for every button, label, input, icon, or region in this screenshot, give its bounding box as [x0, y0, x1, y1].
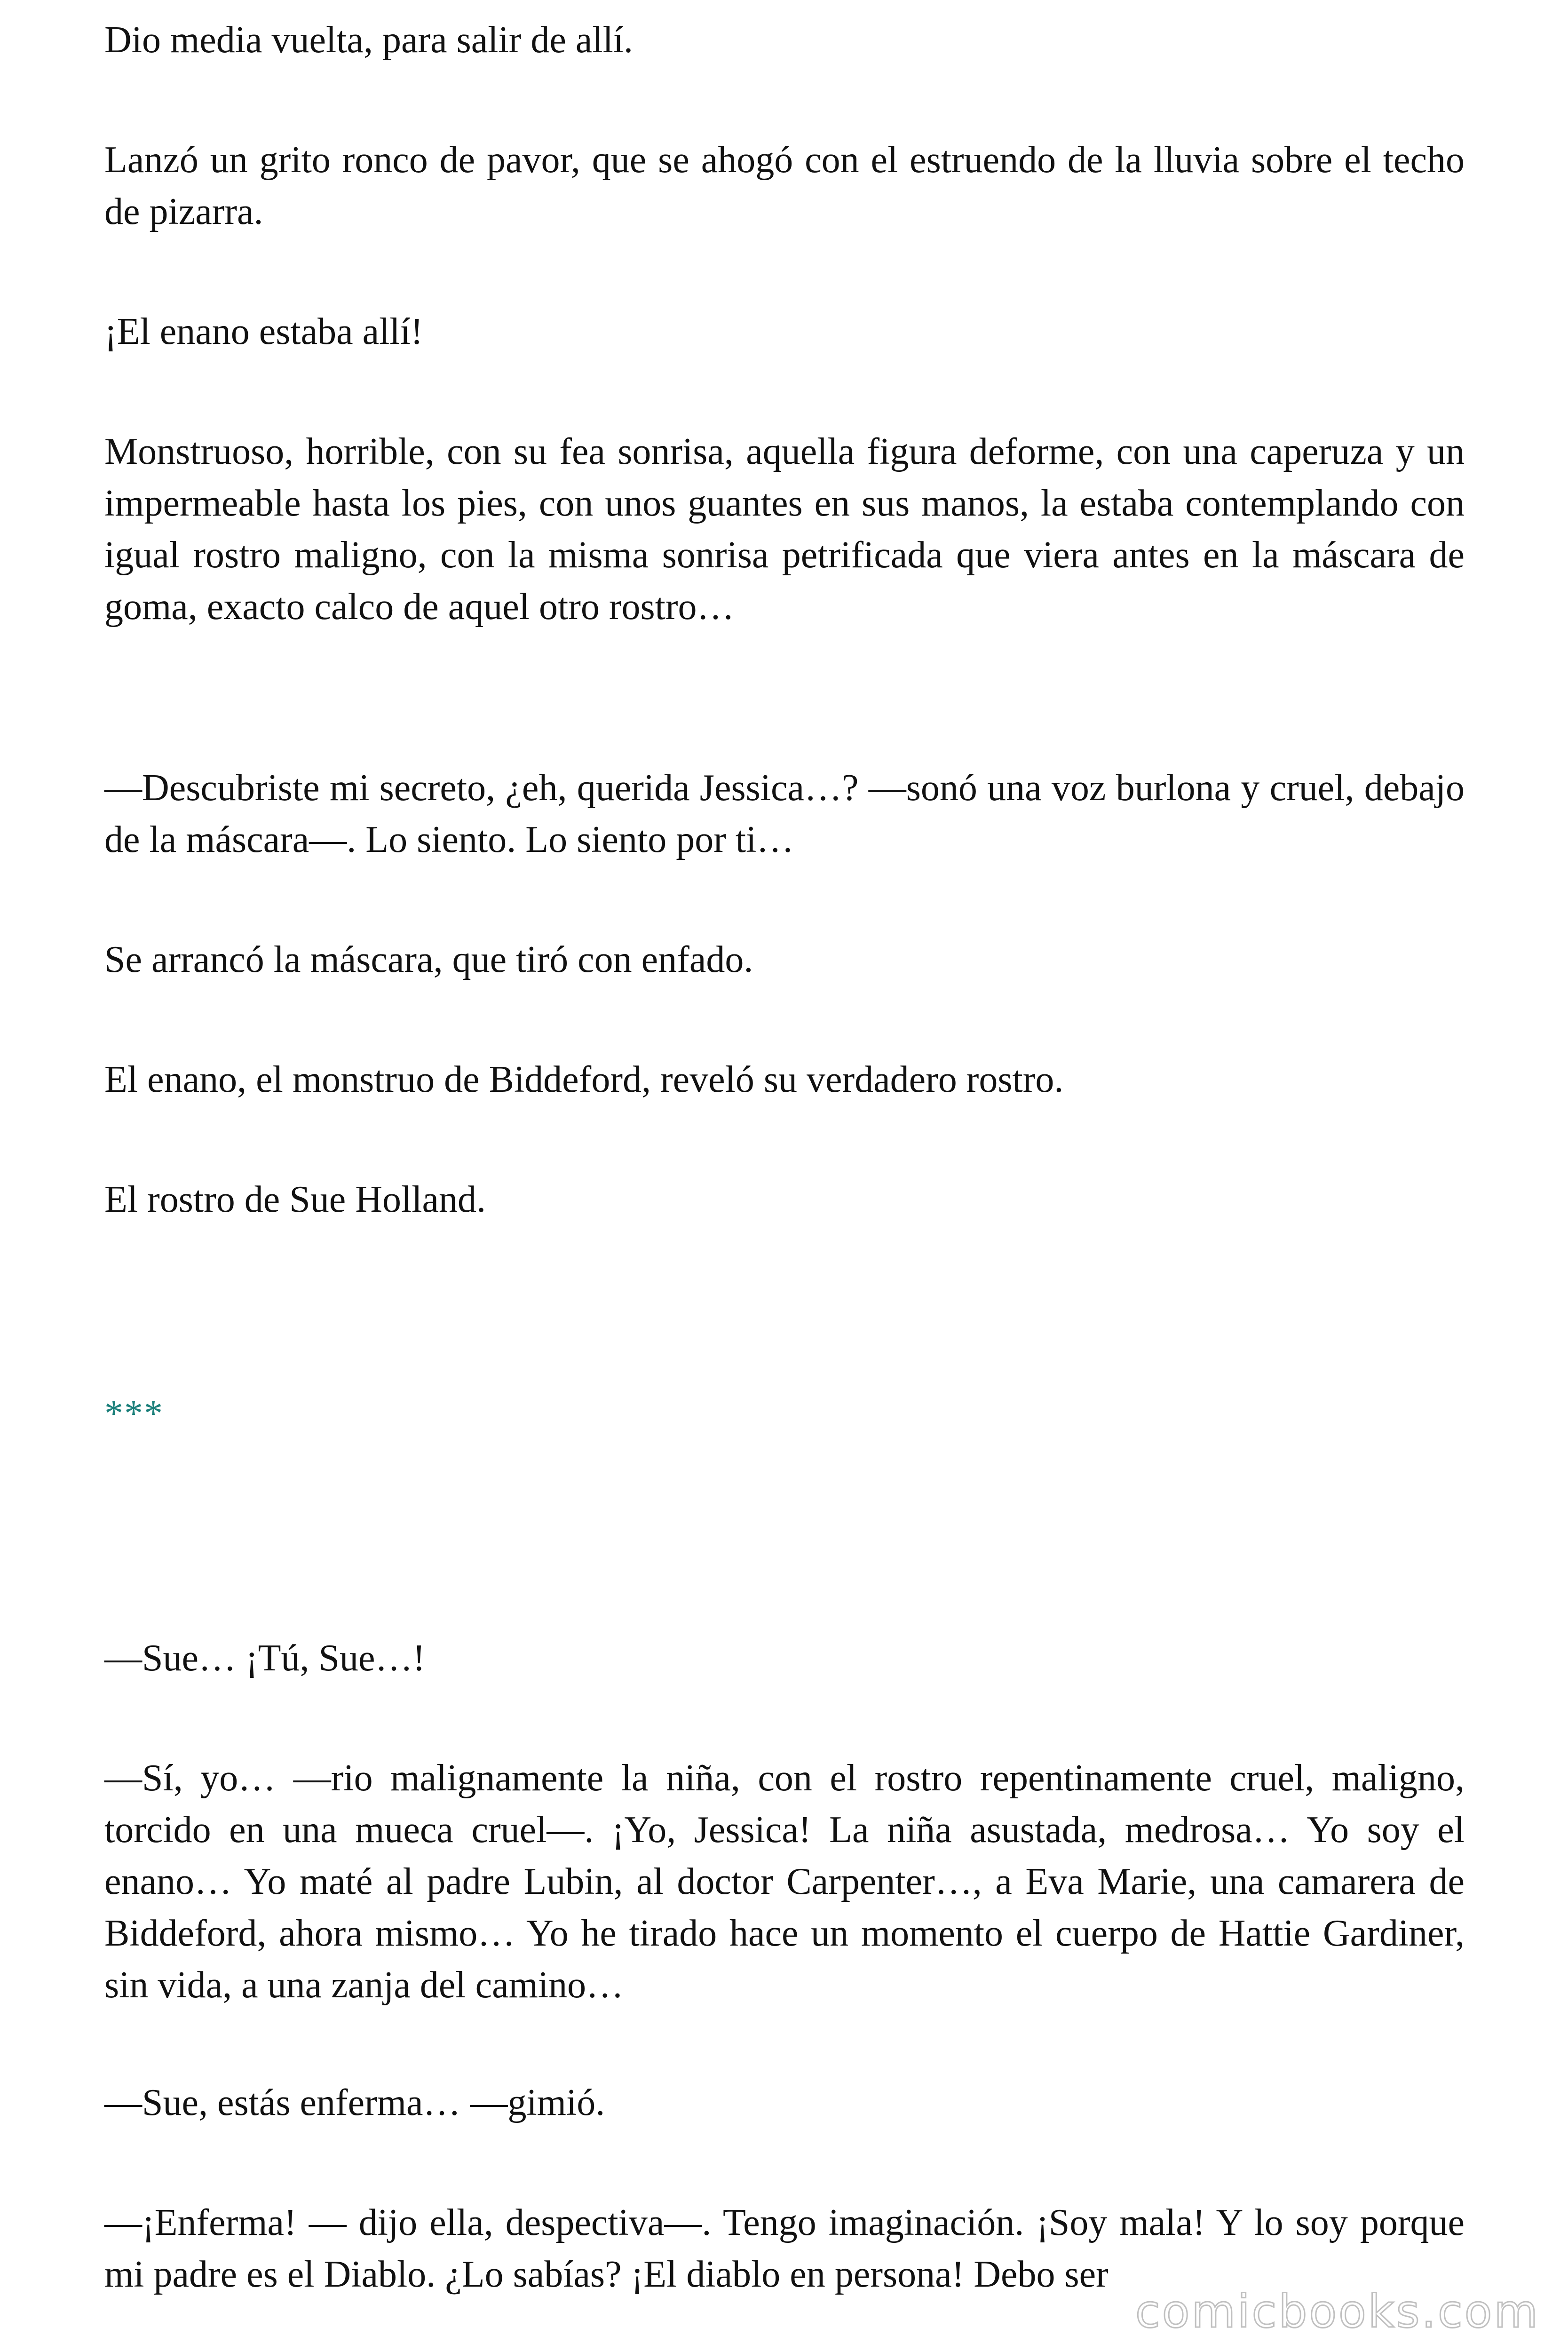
paragraph-8: El rostro de Sue Holland.: [104, 1179, 486, 1220]
paragraph-5: —Descubriste mi secreto, ¿eh, querida Jessica…? —sonó una voz burlona y cruel, debajo de la máscara—. Lo siento. Lo siento por ti…: [104, 767, 1465, 860]
paragraph-7: El enano, el monstruo de Biddeford, reveló su verdadero rostro.: [104, 1059, 1064, 1100]
watermark-logo: comicbooks.com: [1135, 2285, 1540, 2338]
paragraph-6: Se arrancó la máscara, que tiró con enfado.: [104, 939, 753, 980]
paragraph-1: Dio media vuelta, para salir de allí.: [104, 19, 634, 61]
paragraph-4: Monstruoso, horrible, con su fea sonrisa, aquella figura deforme, con una caperuza y un impermeable hasta los pies, con unos guantes en sus manos, la estaba contemplando con igual rostro maligno, con la misma sonrisa petrificada que viera antes en la máscara de goma, exacto calco de aquel otro rostro…: [104, 431, 1465, 628]
paragraph-9: —Sue… ¡Tú, Sue…!: [104, 1637, 426, 1679]
paragraph-11: —Sue, estás enferma… —gimió.: [104, 2082, 605, 2123]
paragraph-10: —Sí, yo… —rio malignamente la niña, con el rostro repentinamente cruel, maligno, torcido en una mueca cruel—. ¡Yo, Jessica! La niña asustada, medrosa… Yo soy el enano… Yo maté al padre Lubin, al doctor Carpenter…, a Eva Marie, una camarera de Biddeford, ahora mismo… Yo he tirado hace un momento el cuerpo de Hattie Gardiner, sin vida, a una zanja del camino…: [104, 1757, 1465, 2006]
paragraph-3: ¡El enano estaba allí!: [104, 311, 423, 352]
paragraph-12: —¡Enferma! — dijo ella, despectiva—. Tengo imaginación. ¡Soy mala! Y lo soy porque mi padre es el Diablo. ¿Lo sabías? ¡El diablo en persona! Debo ser: [104, 2202, 1465, 2295]
paragraph-2: Lanzó un grito ronco de pavor, que se ahogó con el estruendo de la lluvia sobre el techo de pizarra.: [104, 139, 1465, 232]
section-separator: ***: [104, 1393, 164, 1434]
